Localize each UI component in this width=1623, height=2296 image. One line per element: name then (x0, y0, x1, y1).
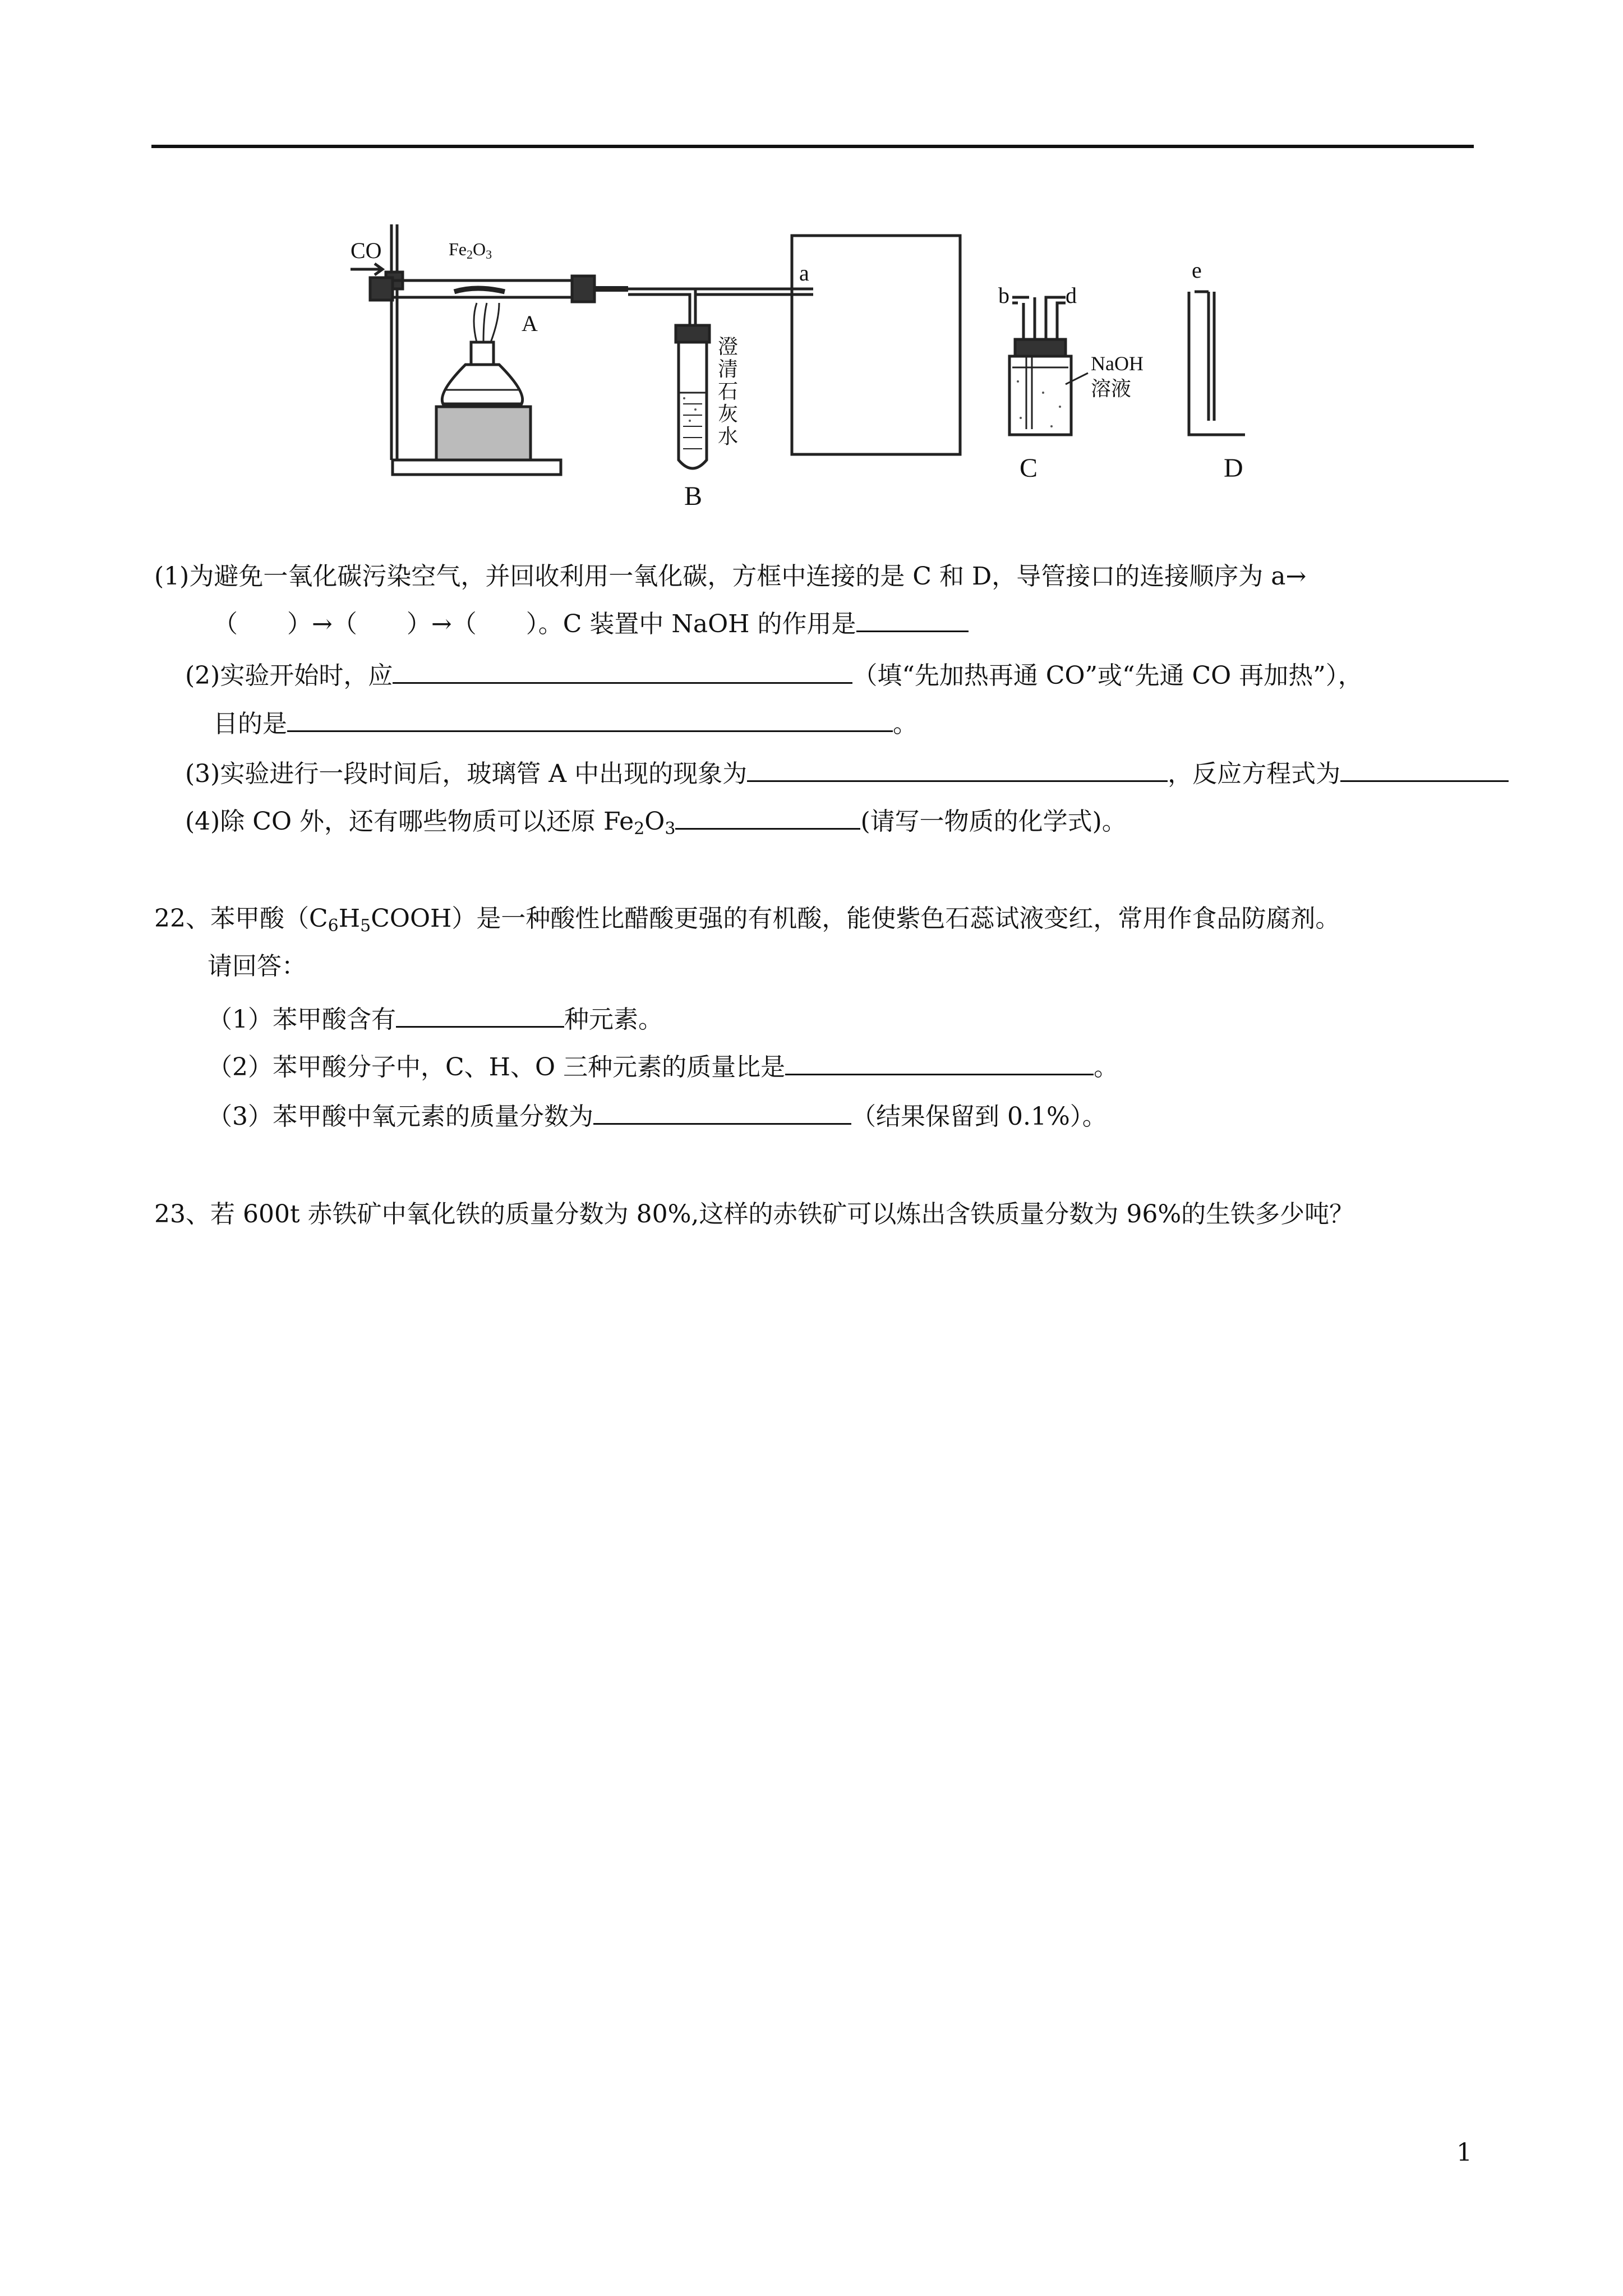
q22-part2: （2）苯甲酸分子中，C、H、O 三种元素的质量比是 。 (208, 1049, 1118, 1084)
q1-line2: （ ）→（ ）→（ ）。C 装置中 NaOH 的作用是 (213, 606, 969, 641)
co-label: CO (351, 238, 382, 263)
q2-line2: 目的是 。 (213, 706, 917, 741)
label-b-apparatus: B (684, 481, 703, 511)
limewater-char: 水 (718, 425, 739, 448)
answer-blank[interactable] (393, 657, 852, 684)
answer-blank[interactable] (396, 1001, 564, 1028)
answer-blank[interactable] (287, 706, 893, 732)
q22-ask: 请回答： (208, 952, 306, 981)
naoh-label: NaOH (1091, 352, 1144, 375)
beaker-d (1189, 292, 1245, 435)
apparatus-figure (336, 213, 1245, 527)
alcohol-lamp (442, 365, 522, 404)
label-d-apparatus: D (1224, 453, 1243, 483)
answer-blank[interactable] (747, 756, 1168, 782)
q22-part1: （1）苯甲酸含有 种元素。 (208, 1001, 663, 1037)
q3-line: (3)实验进行一段时间后，玻璃管 A 中出现的现象为 ，反应方程式为 (185, 756, 1509, 791)
limewater-char: 澄 (718, 335, 739, 358)
label-port-d: d (1066, 283, 1077, 308)
q22-part3: （3）苯甲酸中氧元素的质量分数为 （结果保留到 0.1%）。 (208, 1098, 1107, 1134)
answer-blank[interactable] (593, 1098, 851, 1125)
label-port-b: b (998, 283, 1009, 308)
connection-box (792, 236, 960, 454)
test-tube-b (679, 331, 707, 468)
label-a-apparatus: A (522, 311, 538, 336)
fe2o3-label: Fe2O3 (449, 239, 492, 261)
q22-intro: 22、苯甲酸$(C_6H_5COOH)$是一种酸性比醋酸更强的有机酸，能使紫色石蕊试液变红，常用作食品防腐剂。 (154, 904, 1340, 936)
page-number: 1 (1456, 2138, 1472, 2167)
label-c-apparatus: C (1020, 453, 1038, 483)
stand-base (393, 460, 561, 475)
answer-blank[interactable] (785, 1049, 1094, 1075)
q23-text: 23、若 600t 赤铁矿中氧化铁的质量分数为 80%,这样的赤铁矿可以炼出含铁质量分数为 96%的生铁多少吨？ (154, 1200, 1354, 1228)
limewater-char: 清 (718, 358, 739, 380)
limewater-char: 灰 (718, 403, 739, 425)
q2-line1: (2)实验开始时，应 （填“先加热再通 CO”或“先通 CO 再加热”）， (185, 657, 1363, 693)
answer-blank[interactable] (1340, 756, 1509, 782)
header-rule (151, 145, 1474, 148)
q1-line1: (1)为避免一氧化碳污染空气，并回收利用一氧化碳，方框中连接的是 C 和 D，导管接口的连接顺序为 a→ (154, 562, 1307, 591)
answer-blank[interactable] (675, 803, 860, 830)
wooden-block (436, 407, 531, 460)
answer-blank[interactable] (856, 606, 969, 632)
label-port-a: a (799, 260, 809, 286)
limewater-char: 石 (718, 380, 739, 403)
q4-line: (4)除 CO 外，还有哪些物质可以还原 $Fe_2O_3$ (请写一物质的化学式)。 (185, 803, 1127, 839)
solution-label: 溶液 (1091, 378, 1132, 400)
label-port-e: e (1192, 257, 1202, 283)
